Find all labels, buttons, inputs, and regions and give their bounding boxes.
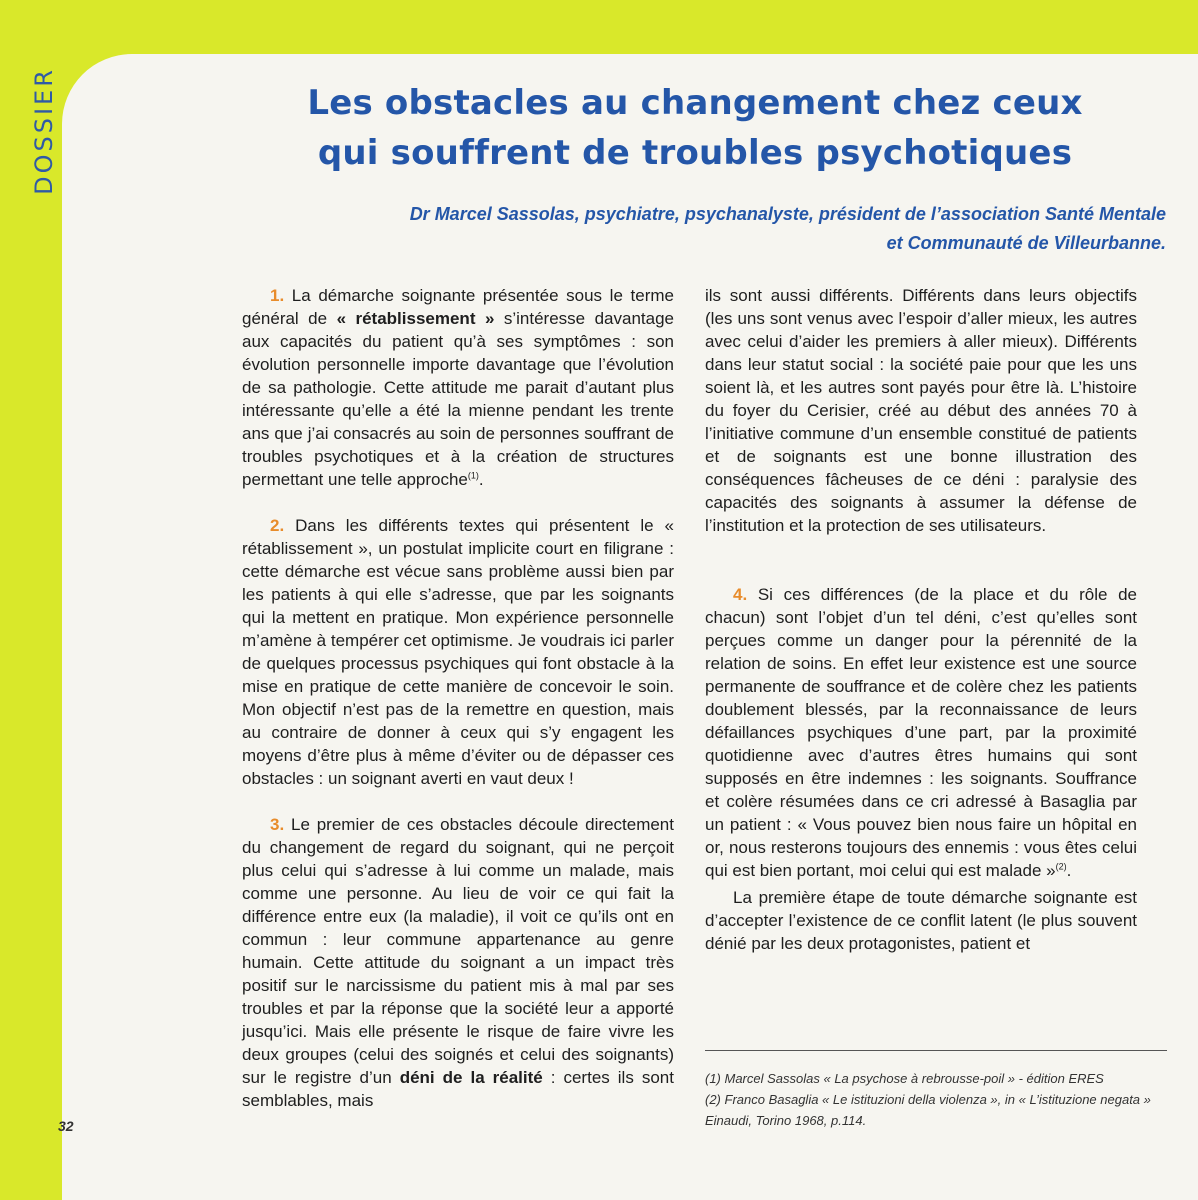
footnote-1: (1) Marcel Sassolas « La psychose à rebrousse-poil » - édition ERES — [705, 1071, 1104, 1086]
footnote-ref-2: (2) — [1055, 861, 1067, 872]
footnote-2: (2) Franco Basaglia « Le istituzioni della violenza », in « L’istituzione negata » Einaudi, Torino 1968, p.114. — [705, 1092, 1151, 1128]
paragraph-number: 1. — [270, 286, 285, 305]
footnote-ref-1: (1) — [467, 470, 479, 481]
paragraph-text: Le premier de ces obstacles découle directement du changement de regard du soignant, qui ne perçoit plus celui qui s’adresse à lui comme un malade, mais comme une personne. Au lieu de voir ce qui fait la différence entre eux (la maladie), il voit ce qu’ils ont en commun : leur commune appartenance au genre humain. Cette attitude du soignant a un impact très positif sur le narcissisme du patient mis à mal par ses troubles et par la réponse que la société leur a apporté jusqu’ici. Mais elle présente le risque de faire vivre les deux groupes (celui des soignés et celui des soignants) sur le registre d’un — [242, 815, 674, 1087]
bold-term: déni de la réalité — [399, 1068, 543, 1087]
paragraph-text: La démarche soignante présentée sous le terme général de — [242, 286, 674, 328]
paragraph-number: 3. — [270, 815, 285, 834]
paragraph-number: 4. — [733, 585, 748, 604]
paragraph-3 — [242, 813, 674, 1112]
title-line-1: Les obstacles au changement chez ceux — [307, 83, 1083, 123]
page-number: 32 — [58, 1118, 74, 1134]
paragraph-text: s’intéresse davantage aux capacités du patient qu’à ses symptômes : son évolution personnelle importe davantage que l’évolution de sa pathologie. Cette attitude me parait d’autant plus intéressante qu’elle a été la mienne pendant les trente ans que j’ai consacrés au soin de personnes souffrant de troubles psychotiques et à la création de structures permettant une telle approche — [242, 309, 674, 489]
paragraph-5: La première étape de toute démarche soignante est d’accepter l’existence de ce conflit latent (le plus souvent dénié par les deux protagonistes, patient et — [705, 888, 1137, 953]
paragraph-number: 2. — [270, 516, 285, 535]
footnotes — [705, 1068, 1175, 1131]
right-column — [705, 284, 1137, 955]
left-column — [242, 284, 674, 1112]
paragraph-3-continued: ils sont aussi différents. Différents dans leurs objectifs (les uns sont venus avec l’espoir d’aller mieux, les autres avec celui d’aider les premiers à aller mieux). Différents dans leur statut social : la société paie pour que les uns soient là, et les autres sont payés pour être là. L’histoire du foyer du Cerisier, créé au début des années 70 à l’initiative commune d’un ensemble constitué de patients et de soignants est une bonne illustration des conséquences fâcheuses de ce déni : paralysie des capacités des soignants à assumer la défense de l’institution et la protection de ses utilisateurs. — [705, 286, 1137, 535]
paragraph-text: Dans les différents textes qui présentent le « rétablissement », un postulat implicite court en filigrane : cette démarche est vécue sans problème aussi bien par les patients à qui elle s’adresse, que par les soignants qui la mettent en pratique. Mon expérience personnelle m’amène à tempérer cet optimisme. Je voudrais ici parler de quelques processus psychiques qui font obstacle à la mise en pratique de cette manière de concevoir le soin. Mon objectif n’est pas de la remettre en question, mais au contraire de donner à ceux qui s’y engagent les moyens d’être plus à même d’éviter ou de dépasser ces obstacles : un soignant averti en vaut deux ! — [242, 516, 674, 788]
author-line-1: Dr Marcel Sassolas, psychiatre, psychanalyste, président de l’association Santé Mentale — [409, 204, 1166, 224]
paragraph-1 — [242, 284, 674, 491]
author-byline — [200, 200, 1166, 258]
section-tab — [22, 56, 66, 206]
section-tab-label: DOSSIER — [30, 67, 59, 195]
paragraph-text: : certes ils sont semblables, mais — [242, 1068, 674, 1110]
paragraph-text: Si ces différences (de la place et du rôle de chacun) sont l’objet d’un tel déni, c’est qu’elles sont perçues comme un danger pour la pérennité de la relation de soins. En effet leur existence est une source permanente de souffrance et de colère chez les patients doublement blessés, par la reconnaissance de leurs défaillances psychiques d’une part, par la proximité quotidienne avec d’autres êtres humains qui sont supposés en être indemnes : les soignants. Souffrance et colère résumées dans ce cri adressé à Basaglia par un patient : « Vous pouvez bien nous faire un hôpital en or, nous resterons toujours des ennemis : vous êtes celui qui est bien portant, moi celui qui est malade » — [705, 585, 1137, 880]
bold-term: « rétablissement » — [336, 309, 495, 328]
paragraph-2 — [242, 514, 674, 790]
title-line-2: qui souffrent de troubles psychotiques — [317, 133, 1073, 173]
footnote-divider — [705, 1050, 1167, 1051]
paragraph-text: . — [478, 470, 484, 489]
article-title — [230, 78, 1160, 178]
author-line-2: et Communauté de Villeurbanne. — [886, 233, 1166, 253]
paragraph-text: . — [1066, 861, 1072, 880]
paragraph-4 — [705, 583, 1137, 882]
